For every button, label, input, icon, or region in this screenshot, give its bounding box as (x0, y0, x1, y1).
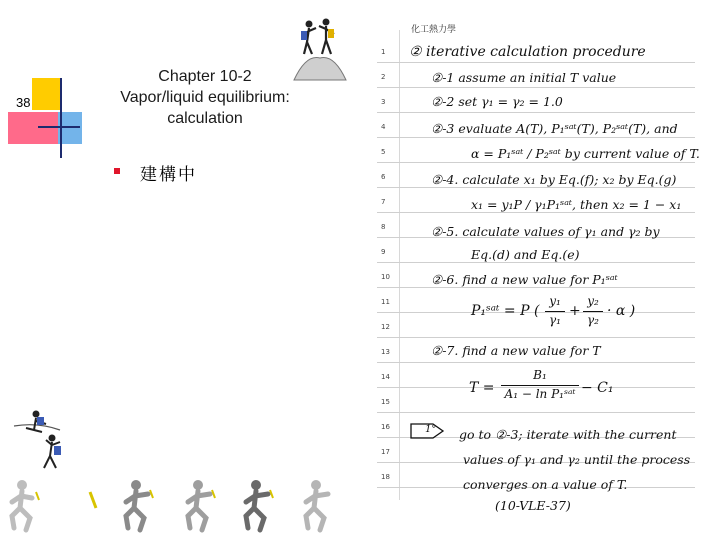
slide-title-line: Chapter 10-2 (158, 68, 252, 85)
note-line: ②-3 evaluate A(T), P₁ˢᵃᵗ(T), P₂ˢᵃᵗ(T), and (431, 121, 678, 136)
rope-climbers-icon (10, 408, 66, 474)
line-number: 7 (381, 198, 386, 206)
running-figure-icon (298, 478, 342, 534)
ruled-line (377, 362, 695, 363)
line-number: 12 (381, 323, 390, 331)
note-line: ②-2 set γ₁ = γ₂ = 1.0 (431, 94, 563, 109)
note-line: x₁ = y₁P / γ₁P₁ˢᵃᵗ, then x₂ = 1 − x₁ (471, 197, 682, 212)
ruled-line (377, 337, 695, 338)
equation-t-den: A₁ − ln P₁ˢᵃᵗ (504, 387, 576, 401)
notebook-margin-line (399, 30, 400, 500)
decor-pink-rect (8, 112, 58, 144)
climbers-mountain-icon (292, 14, 348, 82)
slide-title-line: Vapor/liquid equilibrium: (120, 89, 290, 106)
line-number: 13 (381, 348, 390, 356)
slide-number: 38 (16, 95, 31, 110)
note-line: Eq.(d) and Eq.(e) (471, 247, 580, 262)
note-line: values of γ₁ and γ₂ until the process (463, 452, 691, 467)
equation-t-num: B₁ (533, 368, 547, 382)
equation-t-tail: − C₁ (581, 380, 614, 396)
line-number: 3 (381, 98, 386, 106)
notebook-header: 化工熱力學 (411, 25, 457, 35)
equation-t-lhs: T = (469, 380, 495, 396)
ruled-line (377, 262, 695, 263)
note-line: ②-7. find a new value for T (431, 343, 601, 358)
note-line: ②-6. find a new value for P₁ˢᵃᵗ (431, 272, 618, 287)
note-line: ②-1 assume an initial T value (431, 70, 617, 85)
page-reference: (10-VLE-37) (495, 498, 571, 513)
line-number: 11 (381, 298, 390, 306)
line-number: 15 (381, 398, 390, 406)
baton-icon (84, 486, 104, 516)
running-figure-icon (180, 478, 224, 534)
note-line: α = P₁ˢᵃᵗ / P₂ˢᵃᵗ by current value of T. (471, 146, 700, 161)
ruled-line (377, 87, 695, 88)
note-line: go to ②-3; iterate with the current (459, 427, 677, 442)
ruled-line (377, 287, 695, 288)
line-number: 14 (381, 373, 390, 381)
line-number: 18 (381, 473, 390, 481)
equation-psat-tail: · α ) (607, 303, 636, 319)
line-number: 16 (381, 423, 390, 431)
decor-vertical-line (60, 78, 62, 158)
line-number: 4 (381, 123, 386, 131)
equation-psat-lhs: P₁ˢᵃᵗ = P ( (471, 303, 540, 319)
note-line: ②-4. calculate x₁ by Eq.(f); x₂ by Eq.(g) (431, 172, 677, 187)
running-figure-icon (118, 478, 162, 534)
line-number: 17 (381, 448, 390, 456)
ruled-line (377, 62, 695, 63)
ruled-line (377, 137, 695, 138)
decor-yellow-square (32, 78, 60, 110)
ruled-line (377, 187, 695, 188)
ruled-line (377, 212, 695, 213)
line-number: 2 (381, 73, 386, 81)
line-number: 8 (381, 223, 386, 231)
slide-title (90, 66, 320, 129)
line-number: 10 (381, 273, 390, 281)
decor-horizontal-line (38, 126, 80, 128)
equation-psat-den2: γ₂ (587, 313, 599, 327)
fraction-bar (583, 311, 603, 312)
ruled-line (377, 162, 695, 163)
equation-psat-num2: y₂ (587, 294, 599, 308)
slide-title-line: calculation (167, 110, 243, 127)
note-line: ②-5. calculate values of γ₁ and γ₂ by (431, 224, 660, 239)
line-number: 5 (381, 148, 386, 156)
line-number: 1 (381, 48, 386, 56)
line-number: 6 (381, 173, 386, 181)
ruled-line (377, 412, 695, 413)
running-figure-icon (238, 478, 282, 534)
ruled-line (377, 112, 695, 113)
running-figure-icon (6, 478, 46, 534)
bullet-text: 建構中 (140, 165, 197, 185)
line-number: 9 (381, 248, 386, 256)
fraction-bar (545, 311, 565, 312)
equation-psat-plus: + (569, 303, 581, 319)
equation-psat-den1: γ₁ (549, 313, 561, 327)
fraction-bar (501, 385, 579, 386)
equation-psat-num1: y₁ (549, 294, 561, 308)
arrow-label: 1° (425, 424, 437, 435)
note-line: ② iterative calculation procedure (409, 44, 646, 60)
note-line: converges on a value of T. (463, 477, 628, 492)
handwritten-notes-page (373, 0, 720, 540)
bullet-marker (114, 168, 120, 174)
